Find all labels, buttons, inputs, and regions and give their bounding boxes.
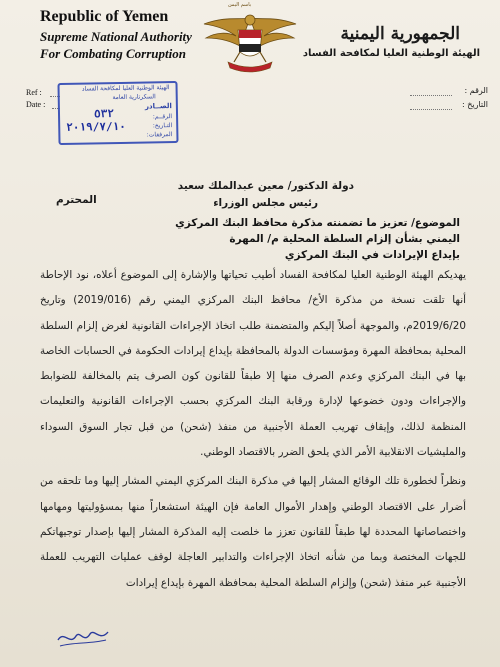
date-ar-label: التاريخ : bbox=[461, 100, 488, 109]
header-en-authority: Supreme National Authority bbox=[40, 29, 192, 44]
subject-line-3: بإيداع الإيرادات في البنك المركزي bbox=[284, 249, 460, 261]
republic-emblem-icon bbox=[198, 6, 302, 76]
subject-line-2: اليمني بشأن إلزام السلطة المحلية م/ المهرة bbox=[229, 233, 460, 245]
header-ar-title: الجمهورية اليمنية bbox=[340, 24, 460, 44]
ref-ar-line bbox=[410, 95, 452, 96]
stamp-secretariat: السكرتارية العامة bbox=[112, 93, 156, 102]
date-ar-line bbox=[410, 109, 452, 110]
stamp-date-label: التـاريخ: bbox=[152, 122, 173, 130]
outgoing-stamp bbox=[57, 81, 178, 145]
ref-ar-label: الرقم : bbox=[464, 86, 488, 95]
header-en-authority-sub: For Combating Corruption bbox=[40, 46, 186, 61]
recipient-title: رئيس مجلس الوزراء bbox=[213, 197, 318, 209]
date-en-label: Date : bbox=[26, 100, 46, 109]
header-ar-authority: الهيئة الوطنية العليا لمكافحة الفساد bbox=[302, 48, 480, 59]
stamp-number-label: الرقــم: bbox=[152, 113, 173, 121]
stamp-authority: الهيئة الوطنية العليا لمكافحة الفساد bbox=[81, 84, 170, 93]
subject-line-1: الموضوع/ تعزيز ما تضمنته مذكرة محافظ البنك المركزي bbox=[175, 217, 460, 229]
emblem-banner: باسم اليمن bbox=[228, 2, 252, 8]
body-paragraph-2: ونظراً لخطورة تلك الوقائع المشار إليها في مذكرة البنك المركزي اليمني المشار إليها وما تلحقه من أضرار على الاقتصاد الوطني وإهدار الأموال العامة فإن الهيئة استشعاراً منها بمسؤوليتها ومهامها واختصاصاتها المحددة لها طبقاً للقانون تعزز ما خلصت إليه المذكرة المشار إليها بإصدار توجيهاتكم للجهات المختصة وبما من شأنه اتخاذ الإجراءات والتدابير العاجلة لوقف عمليات التهريب للعملة الأجنبية عبر منفذ (شحن) وإلزام السلطة المحلية بمحافظة المهرة بإيداع إيرادات bbox=[40, 475, 466, 589]
header-en-title: Republic of Yemen bbox=[40, 8, 169, 25]
recipient-honorific: المحترم bbox=[56, 194, 97, 206]
recipient-name: دولة الدكتور/ معين عبدالملك سعيد bbox=[177, 180, 354, 192]
stamp-outgoing: الصــادر bbox=[144, 102, 172, 111]
ref-en-label: Ref : bbox=[26, 88, 42, 97]
signature-icon bbox=[54, 622, 114, 652]
body-paragraph-1: يهديكم الهيئة الوطنية العليا لمكافحة الفساد أطيب تحياتها والإشارة إلى الموضوع أعلاه، نود الإحاطة أنها تلقت نسخة من مذكرة الأخ/ محافظ البنك المركزي اليمني رقم (2019/016) وتاريخ 2019/6/20م، والموجهة أصلاً إليكم والمتضمنة طلب اتخاذ الإجراءات القانونية لغرض إلزام السلطة المحلية بمحافظة المهرة ومؤسسات الدولة بالمحافظة بإيداع إيرادات الحكومة في الحسابات الخاصة بها في البنك المركزي وعدم الصرف منها إلا طبقاً للقانون كون الصرف يتم بالمخالفة للضوابط والإجراءات ودون خضوعها لإدارة ورقابة البنك المركزي بحسب الإجراءات القانونية والتعليمات المنظمة لذلك، وإيقاف تهريب العملة الأجنبية من منفذ (شحن) من قبل تجار السوق السوداء والمليشيات الانقلابية الأمر الذي يلحق الضرر بالاقتصاد الوطني. bbox=[40, 269, 466, 459]
letter-body bbox=[40, 263, 466, 600]
stamp-attachments-label: المرفقات: bbox=[146, 131, 173, 139]
stamp-number-value: ٥٣٢ bbox=[93, 107, 114, 121]
stamp-date-value: ٢٠١٩/٧/١٠ bbox=[66, 119, 126, 134]
